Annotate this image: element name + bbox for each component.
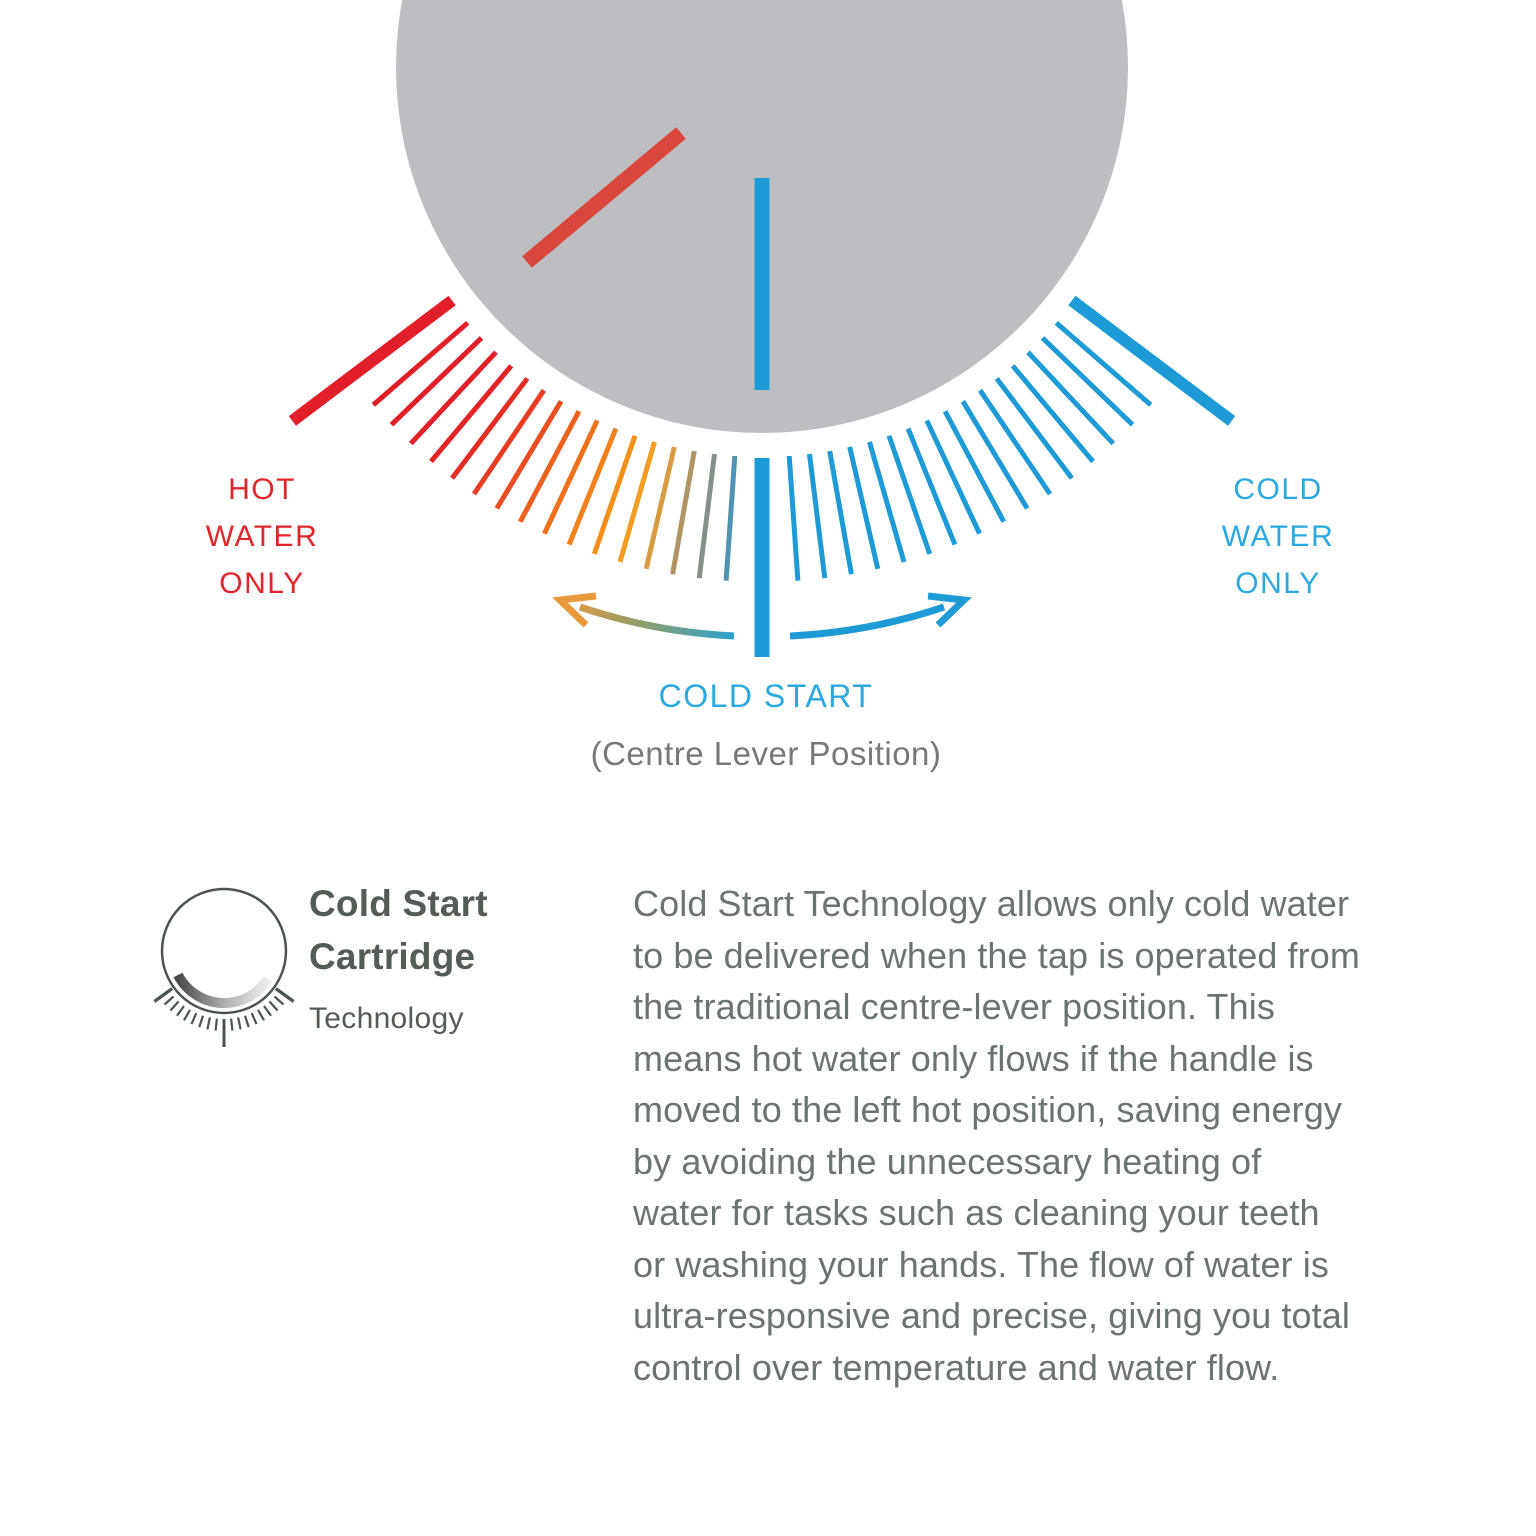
centre-lever-position-label: (Centre Lever Position) [590, 735, 942, 772]
description-line: Cold Start Technology allows only cold water [633, 883, 1350, 924]
icon-tick [264, 1006, 271, 1016]
icon-tick [171, 1002, 179, 1011]
temperature-tick [830, 451, 852, 574]
description-line: means hot water only flows if the handle is [633, 1037, 1314, 1079]
temperature-tick [520, 411, 579, 521]
cold-label-line: WATER [1221, 520, 1335, 553]
icon-tick [238, 1018, 241, 1030]
cold-start-cartridge-icon [154, 889, 293, 1047]
temperature-tick [945, 411, 1004, 521]
icon-tick [231, 1019, 232, 1031]
cold-water-only-label [1176, 466, 1380, 607]
icon-tick [258, 1010, 264, 1020]
description-line: water for tasks such as cleaning your teeth [633, 1192, 1320, 1233]
icon-tick [207, 1018, 210, 1030]
hot-label-line: ONLY [219, 567, 305, 600]
temperature-tick [789, 456, 798, 581]
hot-label-line: HOT [228, 473, 296, 506]
icon-tick [199, 1016, 203, 1027]
hot-label-line: WATER [205, 520, 319, 553]
temperature-tick [810, 454, 825, 578]
temperature-tick [646, 447, 674, 569]
icon-dial-circle [162, 889, 286, 1013]
cold-start-label: COLD START [658, 678, 874, 714]
icon-tick [275, 997, 284, 1005]
temperature-tick [927, 421, 980, 534]
rotate-right-arrow [790, 607, 944, 636]
icon-tick [216, 1019, 217, 1031]
temperature-tick [908, 429, 955, 545]
icon-tick [245, 1016, 249, 1027]
icon-tick [252, 1013, 257, 1024]
description-line: control over temperature and water flow. [633, 1346, 1280, 1388]
feature-description [633, 878, 1360, 1393]
description-line: to be delivered when the tap is operated from [633, 934, 1360, 976]
feature-title-line: Cartridge [309, 936, 476, 977]
icon-tick [184, 1010, 190, 1020]
feature-subtitle: Technology [309, 1002, 464, 1035]
temperature-tick [963, 401, 1027, 508]
description-line: ultra-responsive and precise, giving you total [633, 1295, 1350, 1336]
icon-tick [192, 1013, 197, 1024]
cold-label-line: ONLY [1235, 567, 1321, 600]
description-line: moved to the left hot position, saving energy [633, 1089, 1342, 1130]
icon-tick [177, 1006, 184, 1016]
rotate-left-arrow [580, 607, 734, 636]
description-line: the traditional centre-lever position. This [633, 986, 1275, 1027]
temperature-tick [497, 401, 561, 508]
temperature-tick [850, 447, 878, 569]
temperature-tick [569, 429, 616, 545]
temperature-tick [544, 421, 597, 534]
feature-title-line: Cold Start [309, 883, 488, 924]
temperature-tick [699, 454, 714, 578]
temperature-tick [726, 456, 735, 581]
feature-title [309, 877, 488, 983]
cold-label-line: COLD [1233, 473, 1323, 506]
icon-tick [270, 1002, 278, 1011]
description-line: or washing your hands. The flow of water is [633, 1243, 1329, 1285]
description-line: by avoiding the unnecessary heating of [633, 1140, 1262, 1182]
temperature-tick [673, 451, 695, 574]
icon-tick [165, 997, 174, 1005]
hot-water-only-label [160, 466, 364, 607]
